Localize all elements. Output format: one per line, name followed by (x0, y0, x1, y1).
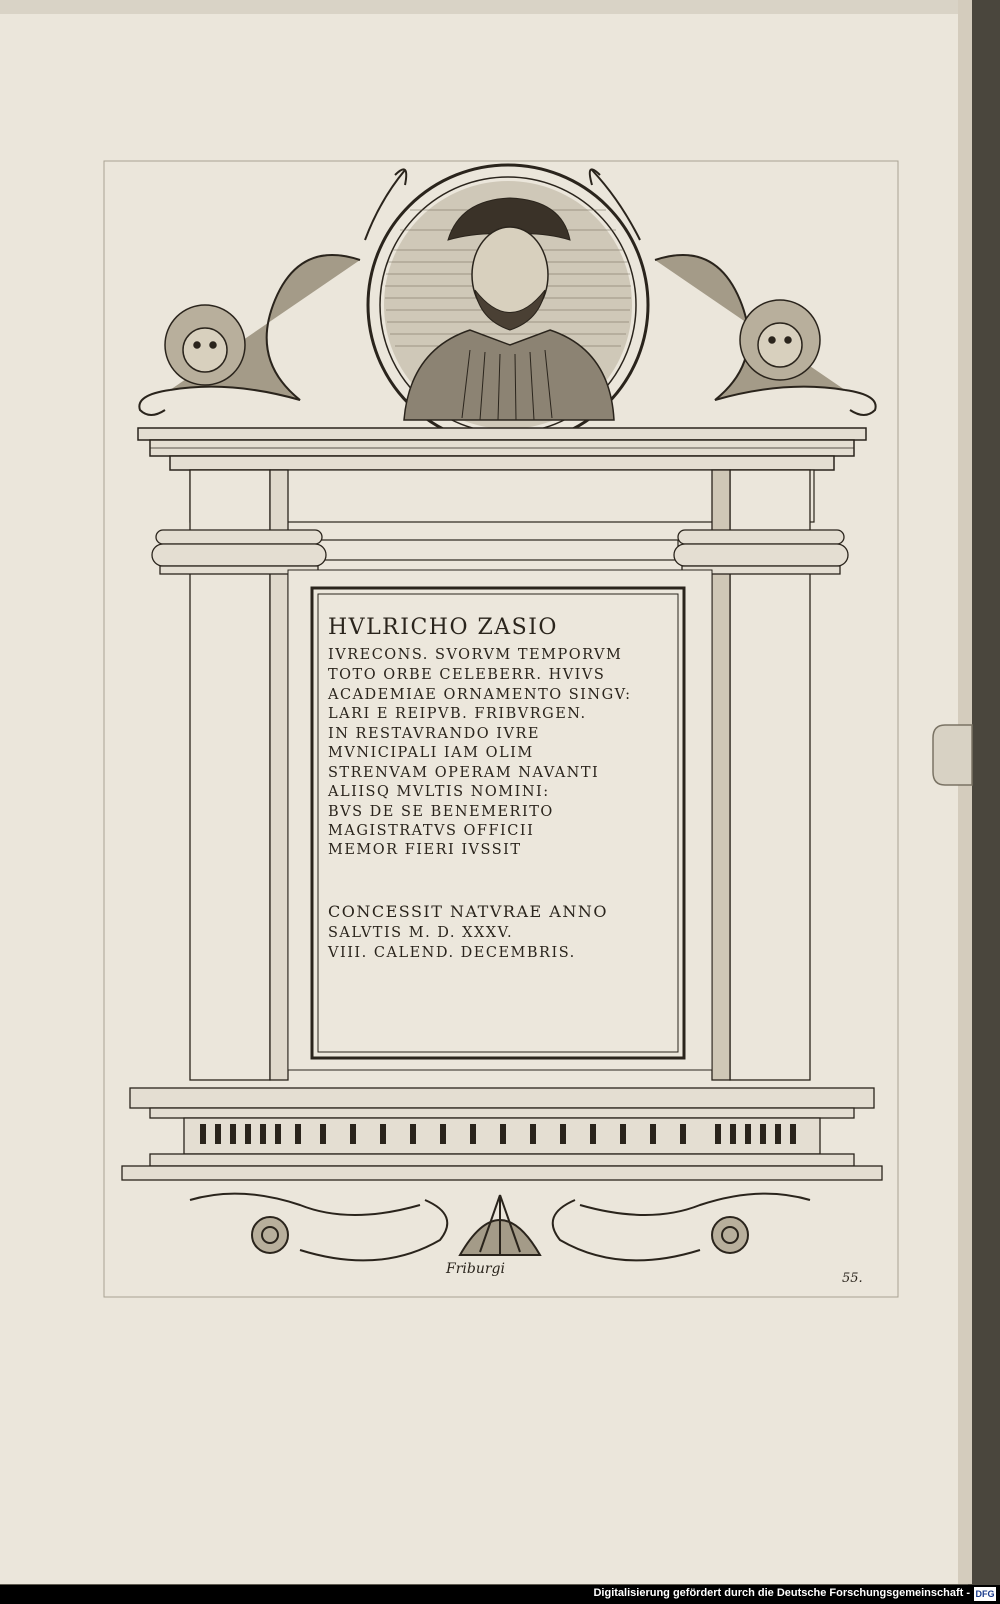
lion-head-right (740, 300, 820, 380)
inscription-line: STRENVAM OPERAM NAVANTI (328, 765, 600, 781)
inscription-line: TOTO ORBE CELEBERR. HVIVS (328, 667, 606, 683)
portrait-medallion (368, 165, 648, 445)
page-number: 55. (842, 1271, 863, 1286)
death-line: CONCESSIT NATVRAE ANNO (328, 902, 608, 921)
dfg-logo-icon: DFG (975, 1589, 995, 1599)
footer-bar (0, 1585, 1000, 1604)
death-line: SALVTIS M. D. XXXV. (328, 925, 514, 941)
lion-head-left (165, 305, 245, 385)
inscription-line: IN RESTAVRANDO IVRE (328, 726, 540, 742)
place-label: Friburgi (446, 1261, 505, 1277)
inscription-line: MAGISTRATVS OFFICII (328, 823, 535, 839)
inscription-line: HVLRICHO ZASIO (328, 615, 558, 640)
inscription-tablet (288, 570, 712, 1070)
inscription-line: IVRECONS. SVORVM TEMPORVM (328, 647, 623, 663)
inscription-line: BVS DE SE BENEMERITO (328, 804, 554, 820)
inscription-line: MEMOR FIERI IVSSIT (328, 842, 522, 858)
inscription-line: ACADEMIAE ORNAMENTO SINGV: (328, 687, 632, 703)
inscription-line: ALIISQ MVLTIS NOMINI: (328, 784, 550, 800)
base-entablature (122, 1088, 882, 1180)
footer-credit: Digitalisierung gefördert durch die Deutsche Forschungsgemeinschaft - (593, 1587, 970, 1599)
bookmark-tab (933, 725, 972, 785)
inscription-line: LARI E REIPVB. FRIBVRGEN. (328, 706, 587, 722)
inscription-line: MVNICIPALI IAM OLIM (328, 745, 534, 761)
top-cornice (138, 428, 866, 470)
death-line: VIII. CALEND. DECEMBRIS. (328, 945, 576, 961)
